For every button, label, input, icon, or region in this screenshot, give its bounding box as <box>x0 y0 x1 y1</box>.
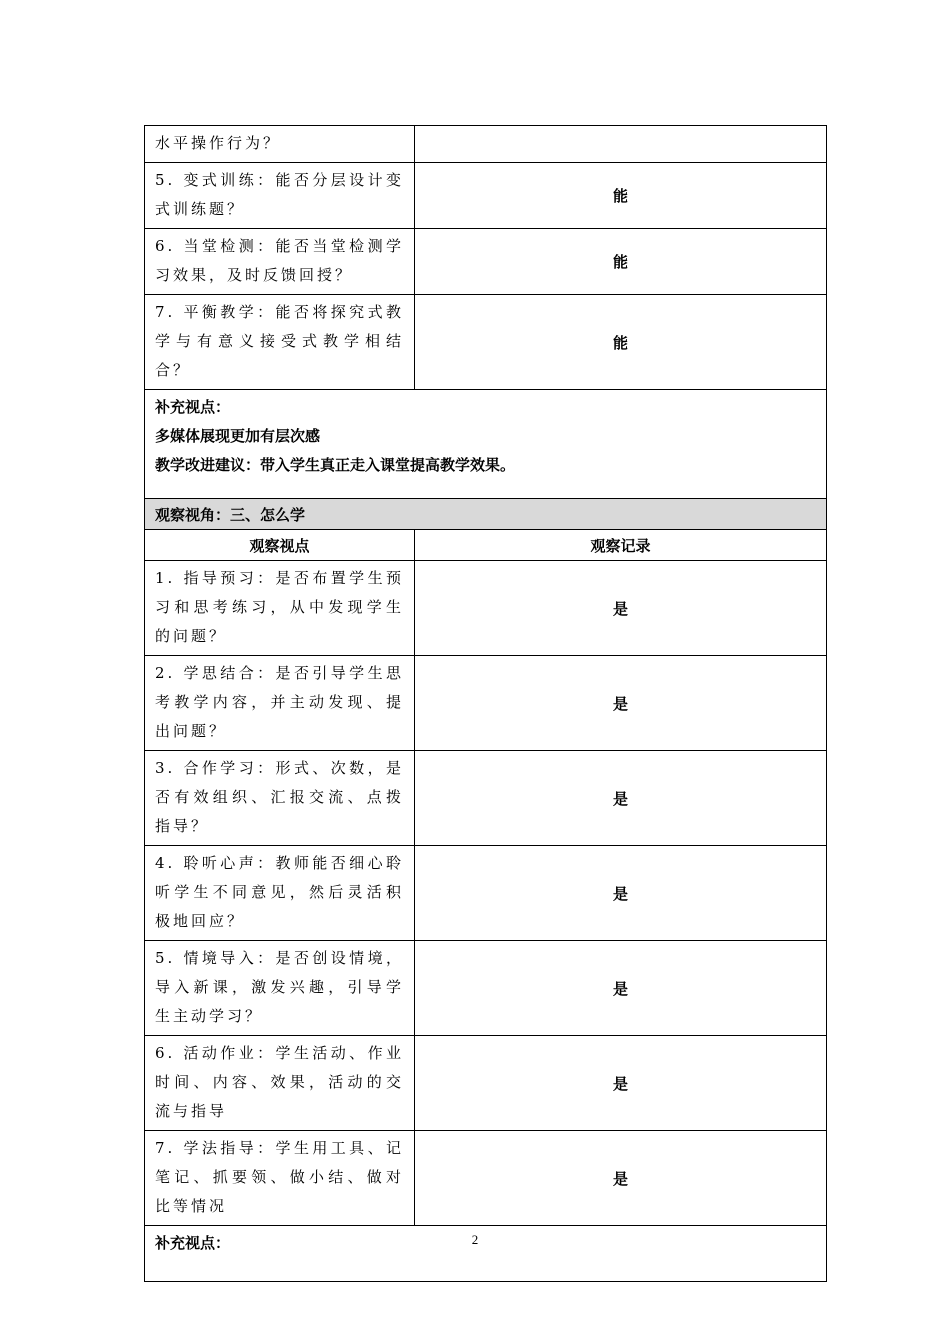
table-row <box>145 561 827 656</box>
section-title-row <box>145 499 827 530</box>
record-cell: 能 <box>415 229 827 295</box>
record-cell: 是 <box>415 941 827 1036</box>
supplement-cell: 补充视点： <box>145 1226 827 1282</box>
table-row <box>145 1131 827 1226</box>
table-row <box>145 295 827 390</box>
view-point-cell: 4. 聆听心声：教师能否细心聆听学生不同意见，然后灵活积极地回应？ <box>145 846 415 941</box>
view-point-cell: 2. 学思结合：是否引导学生思考教学内容，并主动发现、提出问题？ <box>145 656 415 751</box>
view-point-cell: 7. 学法指导：学生用工具、记笔记、抓要领、做小结、做对比等情况 <box>145 1131 415 1226</box>
record-cell: 是 <box>415 751 827 846</box>
improvement-suggestion: 教学改进建议：带入学生真正走入课堂提高教学效果。 <box>155 456 516 474</box>
record-cell: 能 <box>415 295 827 390</box>
header-row <box>145 530 827 561</box>
table-row <box>145 1036 827 1131</box>
supplement-label: 补充视点： <box>155 398 231 416</box>
table-row <box>145 229 827 295</box>
column-header-point: 观察视点 <box>145 530 415 561</box>
table-row <box>145 163 827 229</box>
record-cell: 是 <box>415 1036 827 1131</box>
observation-form <box>144 125 806 1282</box>
view-point-cell: 水平操作行为？ <box>145 126 415 163</box>
view-point-cell: 5. 变式训练：能否分层设计变式训练题？ <box>145 163 415 229</box>
record-cell <box>415 126 827 163</box>
view-point-cell: 1. 指导预习：是否布置学生预习和思考练习，从中发现学生的问题？ <box>145 561 415 656</box>
supplement-row <box>145 390 827 499</box>
record-cell: 是 <box>415 656 827 751</box>
view-point-cell: 6. 当堂检测：能否当堂检测学习效果，及时反馈回授？ <box>145 229 415 295</box>
table-row <box>145 751 827 846</box>
table-row <box>145 126 827 163</box>
column-header-record: 观察记录 <box>415 530 827 561</box>
view-point-cell: 3. 合作学习：形式、次数，是否有效组织、汇报交流、点拨指导？ <box>145 751 415 846</box>
table-row <box>145 846 827 941</box>
page-number: 2 <box>471 1232 479 1247</box>
record-cell: 是 <box>415 846 827 941</box>
section-title: 观察视角：三、怎么学 <box>145 499 827 530</box>
view-point-cell: 6. 活动作业：学生活动、作业时间、内容、效果，活动的交流与指导 <box>145 1036 415 1131</box>
view-point-cell: 7. 平衡教学：能否将探究式教学与有意义接受式教学相结合？ <box>145 295 415 390</box>
table-row <box>145 656 827 751</box>
record-cell: 能 <box>415 163 827 229</box>
supplement-cell <box>145 390 827 499</box>
record-cell: 是 <box>415 1131 827 1226</box>
observation-table <box>144 125 827 1282</box>
supplement-text: 多媒体展现更加有层次感 <box>155 427 321 445</box>
view-point-cell: 5. 情境导入：是否创设情境，导入新课，激发兴趣，引导学生主动学习？ <box>145 941 415 1036</box>
record-cell: 是 <box>415 561 827 656</box>
table-row <box>145 941 827 1036</box>
